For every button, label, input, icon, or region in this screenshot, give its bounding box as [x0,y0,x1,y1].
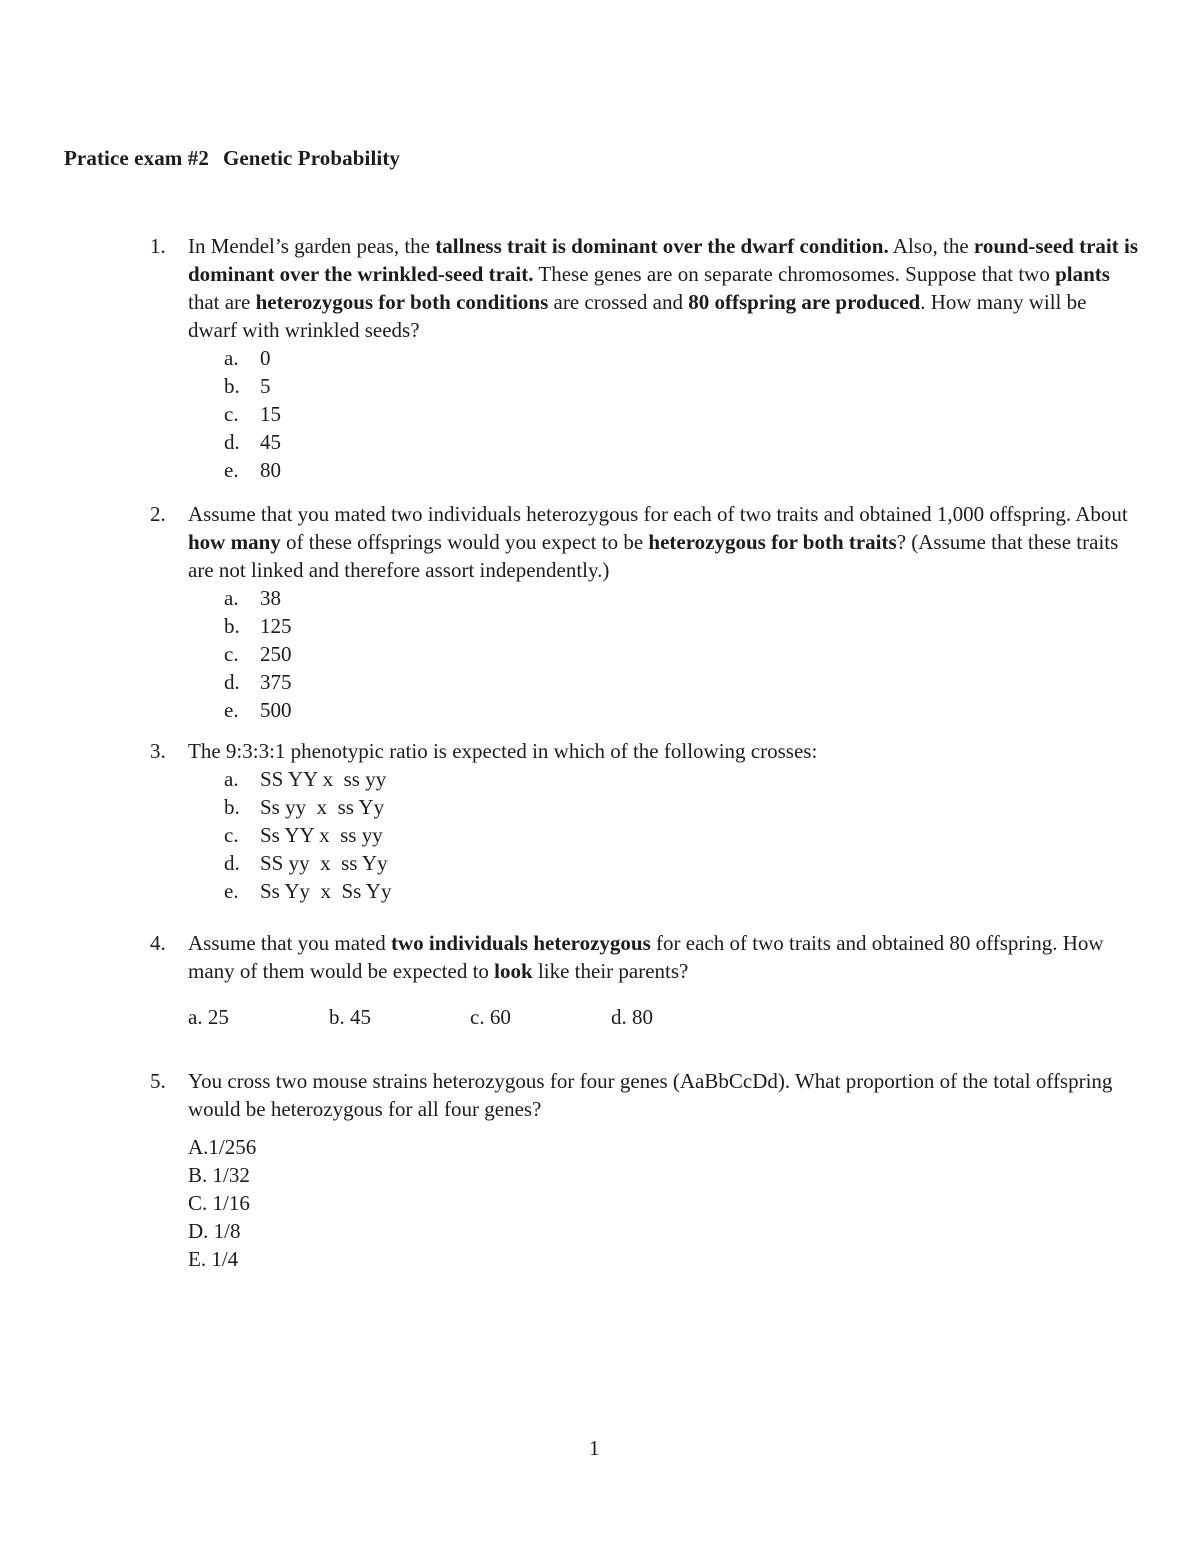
answer-options [224,344,1140,484]
stem-text: . How many will be dwarf with wrinkled seeds? [188,290,1087,342]
question-number: 2. [150,502,166,526]
answer-option: B. 1/32 [188,1163,250,1187]
page-number: 1 [589,1436,600,1460]
answer-option: e. Ss Yy x Ss Yy [224,879,392,903]
answer-option: a. SS YY x ss yy [224,767,387,791]
answer-option: c. 60 [470,1005,511,1029]
question-4 [150,929,1140,1031]
question-1 [150,232,1140,484]
question-stem [188,232,1140,344]
answer-option: d. SS yy x ss Yy [224,851,388,875]
answer-options [224,765,1140,905]
page-title [64,146,400,171]
question-stem [188,737,1140,765]
answer-option: a. 0 [224,346,271,370]
question-5 [150,1067,1140,1273]
answer-option: E. 1/4 [188,1247,239,1271]
stem-text: Assume that you mated two individuals heterozygous for each of two traits and obtained 1,000 offspring. About [188,502,1128,526]
answer-option: d. 80 [611,1005,653,1029]
answer-options [188,1133,1140,1273]
question-3 [150,737,1140,905]
stem-text: You cross two mouse strains heterozygous for four genes (AaBbCcDd). What proportion of the total offspring would be heterozygous for all four genes? [188,1069,1113,1121]
stem-text: The 9:3:3:1 phenotypic ratio is expected in which of the following crosses: [188,739,818,763]
stem-text: These genes are on separate chromosomes. Suppose that two [533,262,1056,286]
answer-options [188,1003,1140,1031]
question-number: 1. [150,234,166,258]
question-number: 3. [150,739,166,763]
question-2 [150,500,1140,724]
question-stem [188,500,1140,584]
answer-option: d. 45 [224,430,281,454]
stem-text: ? (Assume that these traits are not linked and therefore assort independently.) [188,530,1119,582]
stem-text: for each of two traits and obtained 80 offspring. How many of them would be expected to [188,931,1104,983]
stem-text: like their parents? [532,959,689,983]
question-stem [188,929,1140,985]
answer-option: C. 1/16 [188,1191,250,1215]
stem-emphasis: 80 offspring are produced [688,290,921,314]
answer-option: c. 250 [224,642,292,666]
stem-emphasis: plants [1055,262,1110,286]
answer-option: A.1/256 [188,1135,257,1159]
answer-option: b. 5 [224,374,271,398]
stem-text: that are [188,290,256,314]
stem-text: In Mendel’s garden peas, the [188,234,436,258]
stem-text: are crossed and [548,290,689,314]
answer-option: b. 45 [329,1005,371,1029]
answer-option: D. 1/8 [188,1219,241,1243]
answer-option: b. 125 [224,614,292,638]
stem-emphasis: tallness trait is dominant over the dwarf condition. [435,234,889,258]
answer-option: a. 38 [224,586,281,610]
stem-emphasis: heterozygous for both conditions [255,290,549,314]
stem-emphasis: round-seed trait is dominant over the wrinkled-seed trait. [188,234,1139,286]
answer-option: d. 375 [224,670,292,694]
question-number: 4. [150,931,166,955]
stem-emphasis: how many [188,530,281,554]
stem-emphasis: heterozygous for both traits [648,530,897,554]
answer-options [224,584,1140,724]
answer-option: c. Ss YY x ss yy [224,823,383,847]
stem-emphasis: look [494,959,533,983]
exam-name: Pratice exam #2 [64,146,209,170]
stem-text: Assume that you mated [188,931,391,955]
stem-emphasis: two individuals heterozygous [390,931,651,955]
question-stem [188,1067,1140,1123]
answer-option: a. 25 [188,1005,229,1029]
exam-topic: Genetic Probability [222,146,401,170]
answer-option: e. 80 [224,458,281,482]
question-number: 5. [150,1069,166,1093]
stem-text: of these offsprings would you expect to be [280,530,649,554]
answer-option: e. 500 [224,698,292,722]
answer-option: c. 15 [224,402,281,426]
stem-text: Also, the [888,234,974,258]
answer-option: b. Ss yy x ss Yy [224,795,385,819]
